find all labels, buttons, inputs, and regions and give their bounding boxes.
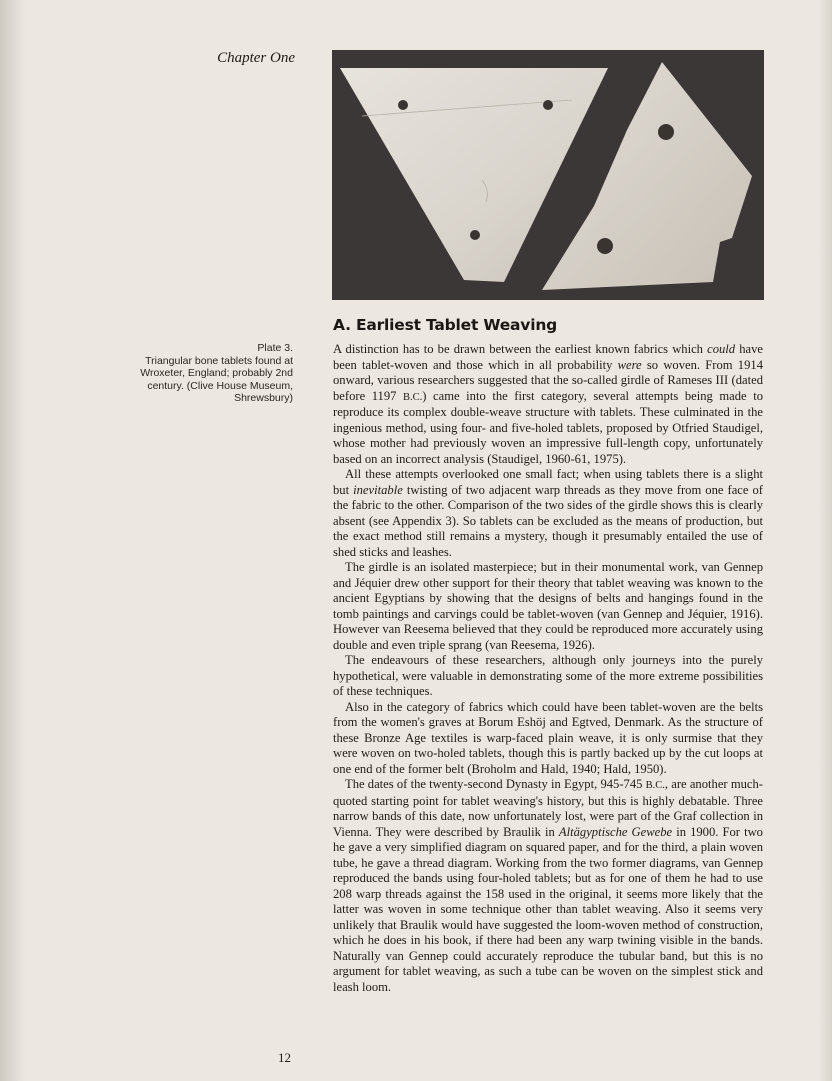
body-paragraph [333,467,763,560]
text-run: , are another much-quoted starting point for tablet weaving's history, but this is highly debatable. Three narrow bands of this date, now unfortunately lost, were part of the Graf collection in Vienna. They were described by Braulik in [333,777,763,839]
plate-label: Plate 3. [257,342,293,354]
text-run: could [707,342,736,356]
body-paragraph [333,560,763,653]
text-run: Also in the category of fabrics which could have been tablet-woven are the belts from the women's graves at Borum Eshöj and Egtved, Denmark. As the structure of these Bronze Age textiles is warp-faced plain weave, it is only surmise that they were woven on two-holed tablets, though this is partly backed up by the cut loops at one end of the former belt (Broholm and Hald, 1940; Hald, 1950). [333,699,763,776]
page-number: 12 [278,1050,291,1065]
text-run: Altägyptische Gewebe [558,824,673,839]
tablet-hole [658,124,674,140]
tablet-hole [597,238,613,254]
page-edge [818,0,832,1081]
tablet-hole [470,230,480,240]
text-run: The dates of the twenty-second Dynasty in Egypt, 945-745 [345,777,646,791]
tablet-hole [543,100,553,110]
text-run: in 1900. For two he gave a very simplified diagram on squared paper, and for the third, a plain woven tube, he gave a thread diagram. Working from the two former diagrams, van Gennep reproduced the bands using four-holed tablets; but as for one of them he had to use 208 warp threads against the 158 used in the original, it seems more likely that the latter was woven in some technique other than tablet weaving. Also it seems very unlikely that Braulik would have suggested the loom-woven method of construction, which he does in his book, if there had been any warp twining visible in the bands. Naturally van Gennep could accurately reproduce the tubular band, but this is no argument for tablet weaving, as such a tube can be woven on the simplest stick and leash loom. [333,824,763,994]
body-paragraph [333,342,763,467]
tablet-hole [398,100,408,110]
text-run: The endeavours of these researchers, although only journeys into the purely hypothetical, were valuable in demonstrating some of the more extreme possibilities of these techniques. [333,653,763,698]
text-run: inevitable [353,482,403,497]
text-run: The girdle is an isolated masterpiece; but in their monumental work, van Gennep and Jéquier drew other support for their theory that tablet weaving was known to the ancient Egyptians by showing that the designs of belts and hangings found in the tomb paintings and carvings could be tablet-woven (van Gennep and Jéquier, 1916). However van Reesema believed that they could be reproduced more accurately using double and even triple sprang (van Reesema, 1926). [333,560,763,652]
binding-shadow [0,0,26,1081]
body-paragraph [333,700,763,778]
text-run: ) came into the first category, several attempts being made to reproduce its complex double-weave structure with tablets. These culminated in the ingenious method, using four- and five-holed tablets, proposed by Otfried Staudigel, whose mother had previously woven an impressive full-length copy, unfortunately based on an incorrect analysis (Staudigel, 1960-61, 1975). [333,388,763,466]
text-run: B.C. [645,780,665,791]
text-run: so woven. From 1914 onward, various researchers suggested that the so-called girdle of Rameses III (dated before 1197 [333,357,763,403]
body-paragraph [333,653,763,700]
section-title: A. Earliest Tablet Weaving [333,316,558,334]
body-paragraph [333,777,763,995]
text-run: have been tablet-woven and those which in all probability [333,342,763,372]
text-run: A distinction has to be drawn between the earliest known fabrics which [333,342,708,356]
chapter-heading: Chapter One [217,50,295,66]
text-run: were [617,357,642,372]
plate-photo [332,50,764,300]
plate-caption-text: Triangular bone tablets found at Wroxeter, England; probably 2nd century. (Clive House Museum, Shrewsbury) [140,354,293,404]
text-run: B.C. [403,391,423,403]
body-text [333,342,763,995]
text-run: twisting of two adjacent warp threads as they move from one face of the fabric to the other. Comparison of the two sides of the girdle shows this is clearly absent (see Appendix 3). So tablets can be excluded as the means of production, but the exact method still remains a mystery, though it presumably entailed the use of shed sticks and leashes. [333,482,763,559]
plate-caption [110,342,293,405]
text-run: All these attempts overlooked one small fact; when using tablets there is a slight but [333,467,763,497]
